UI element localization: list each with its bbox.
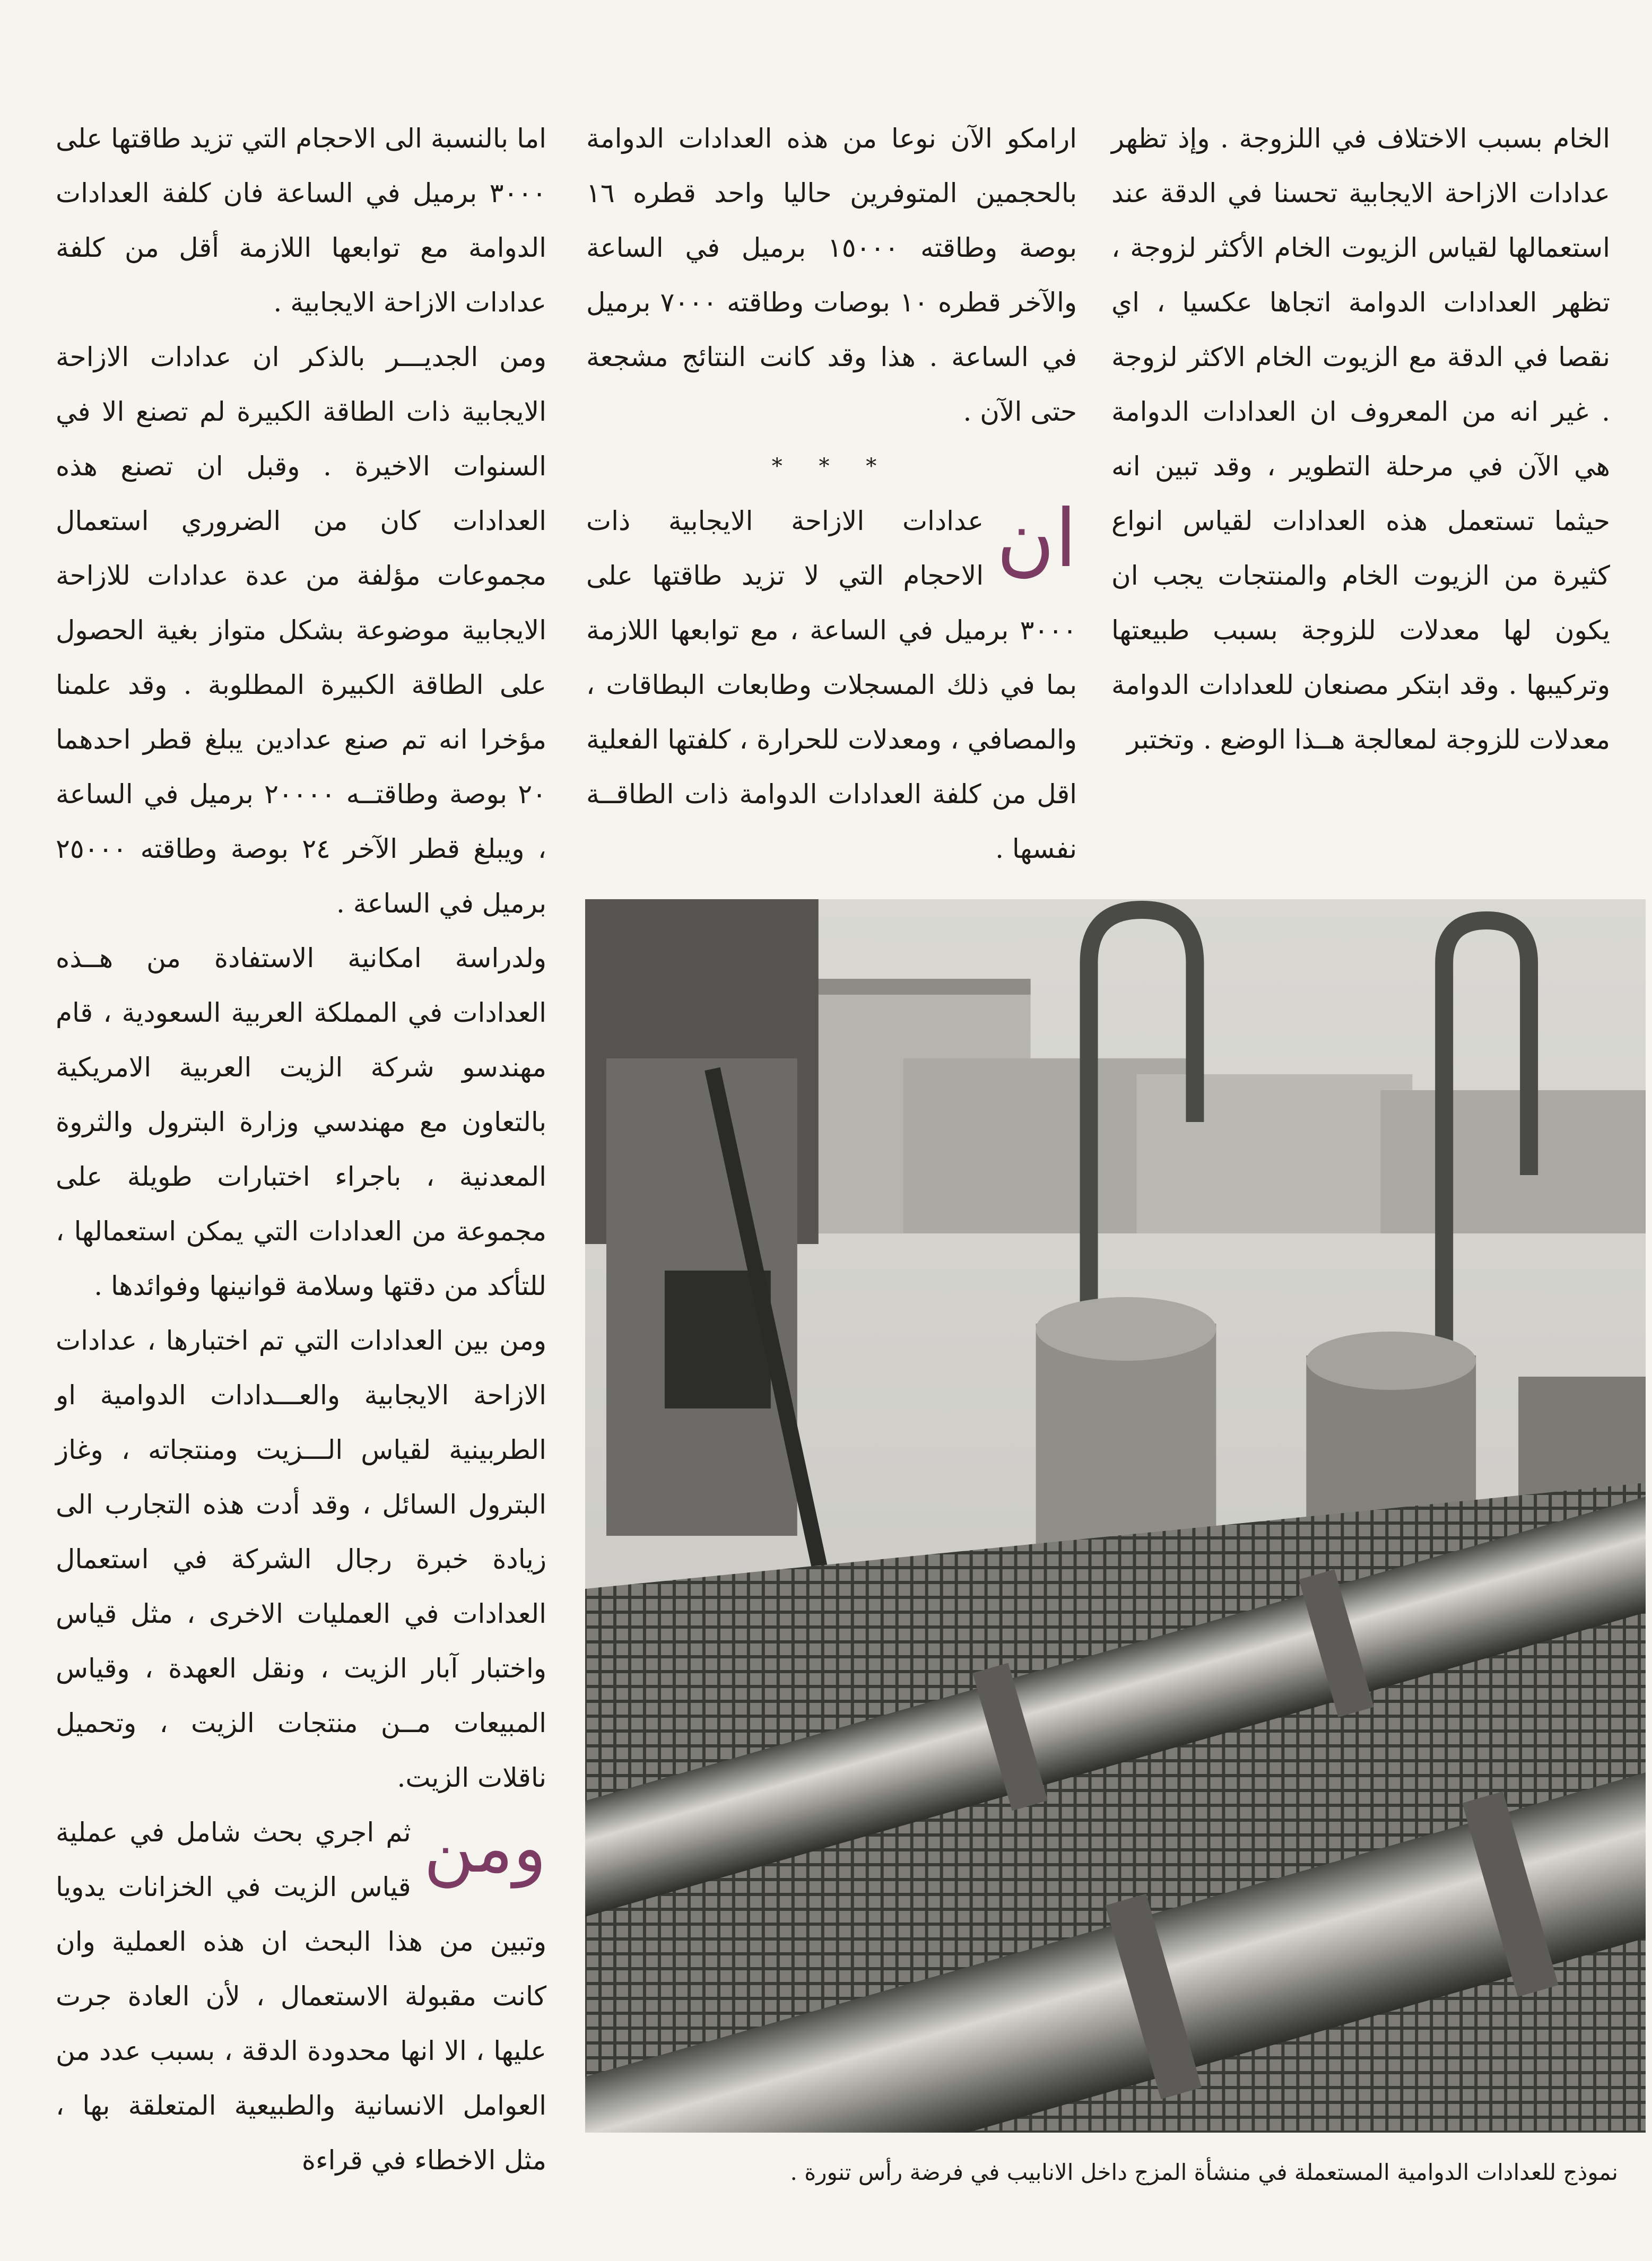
paragraph-with-initial bbox=[56, 1805, 546, 2188]
industrial-photo bbox=[585, 899, 1646, 2133]
paragraph: الخام بسبب الاختلاف في اللزوجة . وإذ تظهر عدادات الازاحة الايجابية تحسنا في الدقة عند استعمالها لقياس الزيوت الخام الأكثر لزوجة ، تظهر العدادات الدوامة اتجاها عكسيا ، اي نقصا في الدقة مع الزيوت الخام الاكثر لزوجة . غير انه من المعروف ان العدادات الدوامة هي الآن في مرحلة التطوير ، وقد تبين انه حيثما تستعمل هذه العدادات لقياس انواع كثيرة من الزيوت الخام والمنتجات يجب ان يكون لها معدلات للزوجة بسبب طبيعتها وتركيبها . وقد ابتكر مصنعان للعدادات الدوامة معدلات للزوجة لمعالجة هــذا الوضع . وتختبر bbox=[1111, 123, 1610, 755]
decorative-initial: ومن bbox=[423, 1807, 546, 1888]
paragraph: ومن بين العدادات التي تم اختبارها ، عدادات الازاحة الايجابية والعـــدادات الدوامية او الطربينية لقياس الـــزيت ومنتجاته ، وغاز البترول السائل ، وقد أدت هذه التجارب الى زيادة خبرة رجال الشركة في استعمال العدادات في العمليات الاخرى ، مثل قياس واختبار آبار الزيت ، ونقل العهدة ، وقياس المبيعات مــن منتجات الزيت ، وتحميل ناقلات الزيت. bbox=[56, 1325, 546, 1793]
paragraph-text: عدادات الازاحة الايجابية ذات الاحجام التي لا تزيد طاقتها على ٣٠٠٠ برميل في الساعة ، مع توابعها اللازمة بما في ذلك المسجلات وطابعات البطاقات ، والمصافي ، ومعدلات للحرارة ، كلفتها الفعلية اقل من كلفة العدادات الدوامة ذات الطاقــة نفسها . bbox=[586, 506, 1077, 864]
paragraph: ارامكو الآن نوعا من هذه العدادات الدوامة بالحجمين المتوفرين حاليا واحد قطره ١٦ بوصة وطاقته ١٥٠٠٠ برميل في الساعة والآخر قطره ١٠ بوصات وطاقته ٧٠٠٠ برميل في الساعة . هذا وقد كانت النتائج مشجعة حتى الآن . bbox=[586, 123, 1077, 427]
text-column-right bbox=[1111, 111, 1610, 767]
photo-caption: نموذج للعدادات الدوامية المستعملة في منشأة المزج داخل الانابيب في فرضة رأس تنورة . bbox=[790, 2159, 1618, 2185]
text-column-middle bbox=[586, 111, 1077, 876]
paragraph: ولدراسة امكانية الاستفادة من هــذه العدادات في المملكة العربية السعودية ، قام مهندسو شركة الزيت العربية الامريكية بالتعاون مع مهندسي وزارة البترول والثروة المعدنية ، باجراء اختبارات طويلة على مجموعة من العدادات التي يمكن استعمالها ، للتأكد من دقتها وسلامة قوانينها وفوائدها . bbox=[56, 943, 546, 1301]
text-column-left bbox=[56, 111, 546, 2188]
paragraph: ومن الجديـــر بالذكر ان عدادات الازاحة الايجابية ذات الطاقة الكبيرة لم تصنع الا في السنوات الاخيرة . وقبل ان تصنع هذه العدادات كان من الضروري استعمال مجموعات مؤلفة من عدة عدادات للازاحة الايجابية موضوعة بشكل متواز بغية الحصول على الطاقة الكبيرة المطلوبة . وقد علمنا مؤخرا انه تم صنع عدادين يبلغ قطر احدهما ٢٠ بوصة وطاقتــه ٢٠٠٠٠ برميل في الساعة ، ويبلغ قطر الآخر ٢٤ بوصة وطاقته ٢٥٠٠٠ برميل في الساعة . bbox=[56, 342, 546, 919]
paragraph-text: ثم اجري بحث شامل في عملية قياس الزيت في الخزانات يدويا وتبين من هذا البحث ان هذه العملية وان كانت مقبولة الاستعمال ، لأن العادة جرت عليها ، الا انها محدودة الدقة ، بسبب عدد من العوامل الانسانية والطبيعية المتعلقة بها ، مثل الاخطاء في قراءة bbox=[56, 1817, 546, 2176]
paragraph-with-initial bbox=[586, 494, 1077, 876]
section-separator: * * * bbox=[771, 454, 892, 479]
pipes-and-tanks-image bbox=[585, 899, 1646, 2133]
paragraph: اما بالنسبة الى الاحجام التي تزيد طاقتها على ٣٠٠٠ برميل في الساعة فان كلفة العدادات الدوامة مع توابعها اللازمة أقل من كلفة عدادات الازاحة الايجابية . bbox=[56, 123, 546, 318]
decorative-initial: ان bbox=[996, 493, 1077, 585]
